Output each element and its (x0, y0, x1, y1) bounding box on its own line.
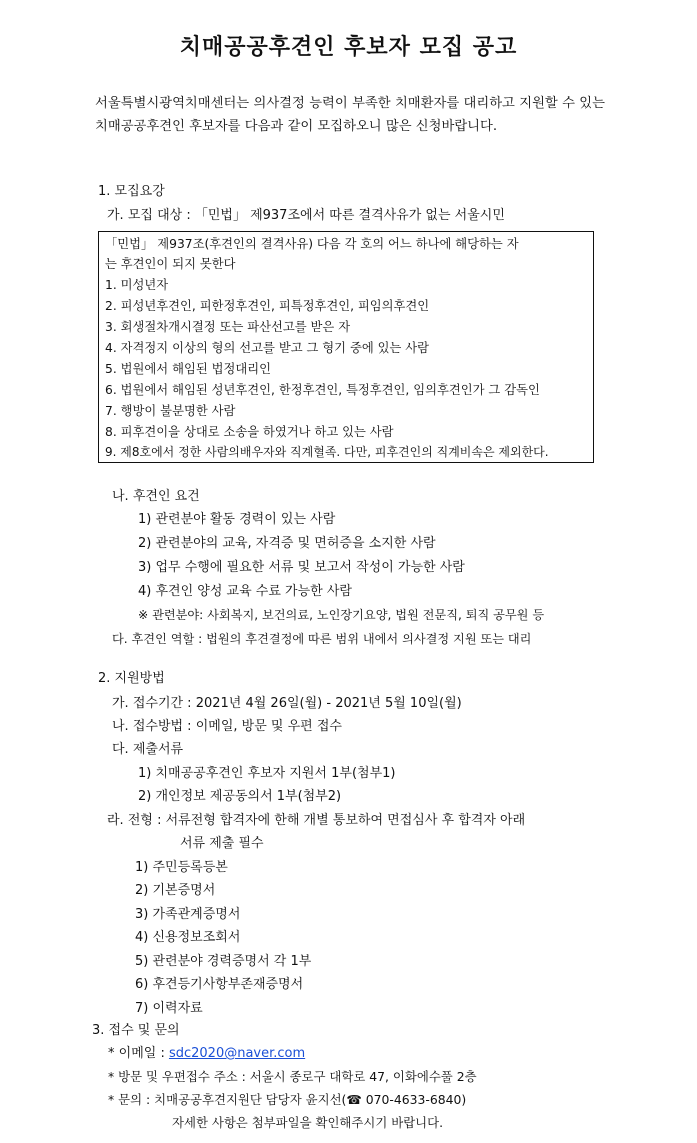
email-link[interactable]: sdc2020@naver.com (168, 1046, 306, 1061)
box-item: 3. 회생절차개시결정 또는 파산선고를 받은 자 (105, 320, 351, 334)
box-item: 9. 제8호에서 정한 사람의배우자와 직계혈족. 다만, 피후견인의 직계비속은 제외한다. (105, 445, 549, 459)
box-item: 6. 법원에서 해임된 성년후견인, 한정후견인, 특정후견인, 임의후견인가 그 감독인 (105, 383, 540, 397)
section2-heading: 2. 지원방법 (98, 671, 165, 686)
intro-paragraph: 서울특별시광역치매센터는 의사결정 능력이 부족한 치매환자를 대리하고 지원할 수 있는 치매공공후견인 후보자를 다음과 같이 모집하오니 많은 신청바랍니다. (95, 96, 605, 134)
requirement-item: 2) 관련분야의 교육, 자격증 및 면허증을 소지한 사람 (138, 536, 436, 551)
document-item: 1) 치매공공후견인 후보자 지원서 1부(첨부1) (138, 766, 396, 781)
section3-heading: 3. 접수 및 문의 (92, 1023, 180, 1038)
email-label: * 이메일 : (108, 1046, 169, 1061)
screening-line2: 서류 제출 필수 (180, 836, 264, 851)
final-document-item: 7) 이력자료 (135, 1001, 203, 1016)
attachment-note: 자세한 사항은 첨부파일을 확인해주시기 바랍니다. (172, 1115, 444, 1130)
final-document-item: 5) 관련분야 경력증명서 각 1부 (135, 954, 312, 969)
screening-line1: 라. 전형 : 서류전형 합격자에 한해 개별 통보하여 면접심사 후 합격자 아래 (107, 813, 526, 828)
requirement-item: 1) 관련분야 활동 경력이 있는 사람 (138, 512, 336, 527)
contact-info: * 문의 : 치매공공후견지원단 담당자 윤지선(☎ 070-4633-6840) (108, 1092, 467, 1107)
box-item: 1. 미성년자 (105, 278, 169, 292)
requirements-heading: 나. 후견인 요건 (112, 489, 200, 504)
box-item: 2. 피성년후견인, 피한정후견인, 피특정후견인, 피임의후견인 (105, 299, 430, 313)
section1-heading: 1. 모집요강 (98, 184, 165, 199)
visit-address: * 방문 및 우편접수 주소 : 서울시 종로구 대학로 47, 이화에수풀 2층 (108, 1069, 477, 1084)
requirement-item: 4) 후견인 양성 교육 수료 가능한 사람 (138, 584, 352, 599)
final-document-item: 4) 신용정보조회서 (135, 930, 241, 945)
requirement-item: 3) 업무 수행에 필요한 서류 및 보고서 작성이 가능한 사람 (138, 560, 465, 575)
documents-heading: 다. 제출서류 (112, 742, 184, 757)
final-document-item: 6) 후견등기사항부존재증명서 (135, 977, 304, 992)
box-item: 4. 자격정지 이상의 형의 선고를 받고 그 형기 중에 있는 사람 (105, 341, 430, 355)
disqualification-box (98, 231, 594, 463)
application-period: 가. 접수기간 : 2021년 4월 26일(월) - 2021년 5월 10일(월) (112, 696, 462, 711)
page-title: 치매공공후견인 후보자 모집 공고 (179, 35, 518, 60)
box-item: 5. 법원에서 해임된 법정대리인 (105, 362, 272, 376)
final-document-item: 2) 기본증명서 (135, 883, 216, 898)
box-item: 7. 행방이 불분명한 사람 (105, 404, 236, 418)
final-document-item: 1) 주민등록등본 (135, 860, 228, 875)
final-document-item: 3) 가족관계증명서 (135, 907, 241, 922)
box-heading-line1: 「민법」 제937조(후견인의 결격사유) 다음 각 호의 어느 하나에 해당하는 자 (105, 237, 519, 251)
box-item: 8. 피후견이을 상대로 소송을 하였거나 하고 있는 사람 (105, 425, 394, 439)
email-row (108, 1045, 305, 1063)
document-item: 2) 개인정보 제공동의서 1부(첨부2) (138, 789, 342, 804)
guardian-role: 다. 후견인 역할 : 법원의 후견결정에 따른 범위 내에서 의사결정 지원 또는 대리 (112, 632, 532, 646)
box-heading-line2: 는 후견인이 되지 못한다 (105, 257, 236, 271)
requirement-note: ※ 관련분야: 사회복지, 보건의료, 노인장기요양, 법원 전문직, 퇴직 공무원 등 (138, 608, 545, 622)
recruit-target: 가. 모집 대상 : 「민법」 제937조에서 따른 결격사유가 없는 서울시민 (107, 208, 505, 223)
application-method: 나. 접수방법 : 이메일, 방문 및 우편 접수 (112, 719, 342, 734)
